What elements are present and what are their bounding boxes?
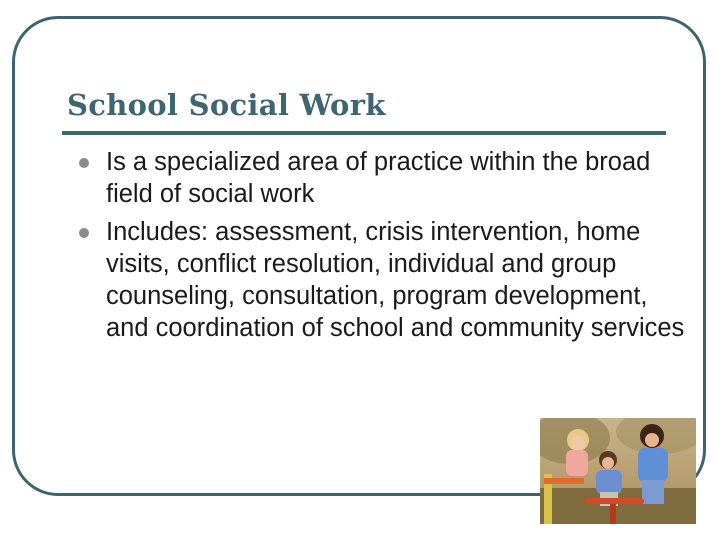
bullet-item	[74, 216, 694, 344]
slide-title: School Social Work	[67, 88, 386, 122]
bullet-dot-icon	[79, 228, 89, 238]
bullet-item	[74, 146, 694, 210]
children-playing-photo	[540, 418, 696, 524]
bullet-text: Includes: assessment, crisis intervention, home visits, conflict resolution, individual and group counseling, consultation, program development, and coordination of school and community services	[106, 218, 685, 342]
title-underline	[62, 131, 666, 135]
bullet-text: Is a specialized area of practice within the broad field of social work	[106, 148, 651, 208]
bullet-list	[74, 146, 694, 350]
bullet-dot-icon	[79, 158, 89, 168]
